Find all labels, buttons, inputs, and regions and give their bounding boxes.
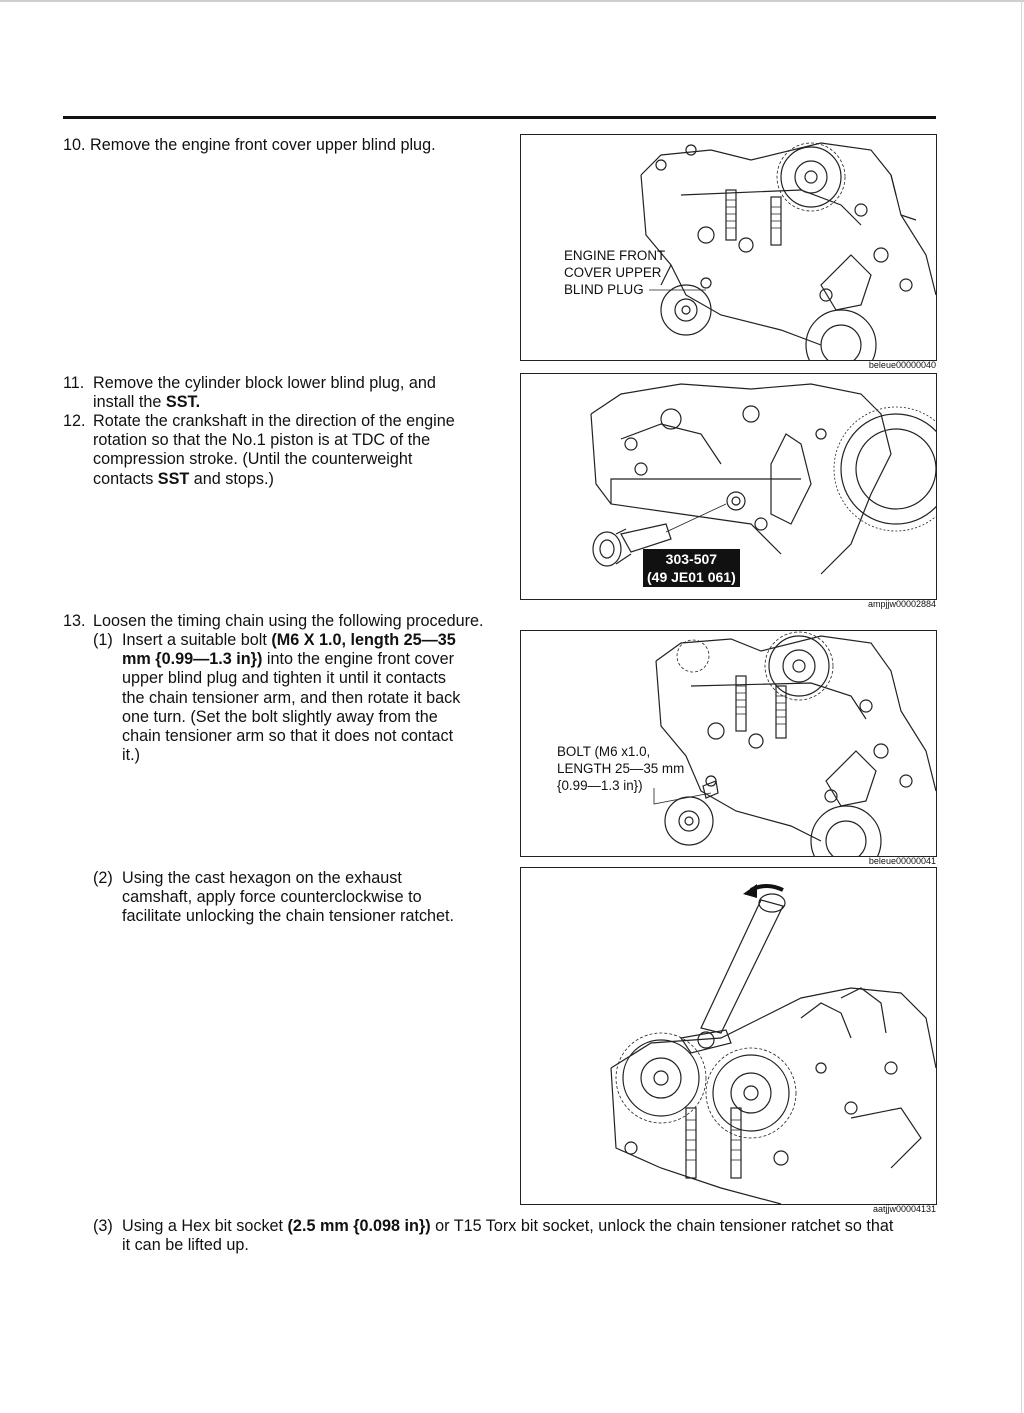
figure-id: ampjjw00002884: [867, 599, 936, 609]
figure-bolt-inserted: [520, 630, 937, 857]
step-line: the chain tensioner arm, and then rotate it back: [122, 688, 461, 707]
step-line: upper blind plug and tighten it until it contacts: [122, 669, 446, 688]
page-top-border: [0, 0, 1024, 2]
figure-id: aatjjw00004131: [872, 1204, 936, 1214]
figure-id: beleue00000041: [868, 856, 936, 866]
engine-illustration: [521, 868, 936, 1204]
callout-bolt: BOLT (M6 x1.0, LENGTH 25—35 mm {0.99—1.3 in}): [557, 744, 685, 793]
substep-number: (3): [93, 1217, 113, 1235]
step-line: Using the cast hexagon on the exhaust: [122, 869, 402, 887]
step-line: compression stroke. (Until the counterweight: [93, 450, 413, 469]
sst-label: 303-507 (49 JE01 061): [643, 549, 740, 587]
step-number: 10.: [63, 136, 86, 154]
step-line: Using a Hex bit socket (2.5 mm {0.098 in}) or T15 Torx bit socket, unlock the chain tensioner ratchet so that: [122, 1217, 894, 1235]
step-10: [63, 136, 436, 155]
step-line: install the SST.: [93, 393, 201, 412]
step-line: contacts SST and stops.): [93, 469, 274, 488]
step-line: chain tensioner arm so that it does not contact: [122, 727, 454, 746]
step-number: 11.: [63, 374, 85, 392]
step-text: Remove the engine front cover upper blind plug.: [90, 136, 436, 154]
substep-number: (2): [93, 869, 113, 887]
header-rule: [63, 116, 936, 119]
step-line: Insert a suitable bolt (M6 X 1.0, length 25—35: [122, 631, 456, 649]
page-right-border: [1021, 0, 1022, 1413]
callout-blind-plug: ENGINE FRONT COVER UPPER BLIND PLUG: [564, 248, 666, 297]
step-line: camshaft, apply force counterclockwise to: [122, 888, 422, 907]
step-number: 12.: [63, 412, 86, 430]
step-line: one turn. (Set the bolt slightly away from the: [122, 707, 438, 726]
figure-id: beleue00000040: [868, 360, 936, 370]
step-line: rotation so that the No.1 piston is at TDC of the: [93, 431, 431, 450]
figure-camshaft-wrench: [520, 867, 937, 1205]
substep-number: (1): [93, 631, 113, 649]
step-number: 13.: [63, 612, 86, 630]
step-line: Rotate the crankshaft in the direction of the engine: [93, 412, 455, 430]
figure-engine-front-cover-plug: [520, 134, 937, 361]
step-line: facilitate unlocking the chain tensioner ratchet.: [122, 907, 455, 926]
step-line: mm {0.99—1.3 in}) into the engine front cover: [122, 650, 455, 669]
figure-sst-installed: [520, 373, 937, 600]
step-line: Remove the cylinder block lower blind plug, and: [93, 374, 436, 392]
step-text: Loosen the timing chain using the following procedure.: [93, 612, 484, 630]
step-line: it.): [122, 746, 140, 765]
step-line: it can be lifted up.: [122, 1236, 249, 1255]
